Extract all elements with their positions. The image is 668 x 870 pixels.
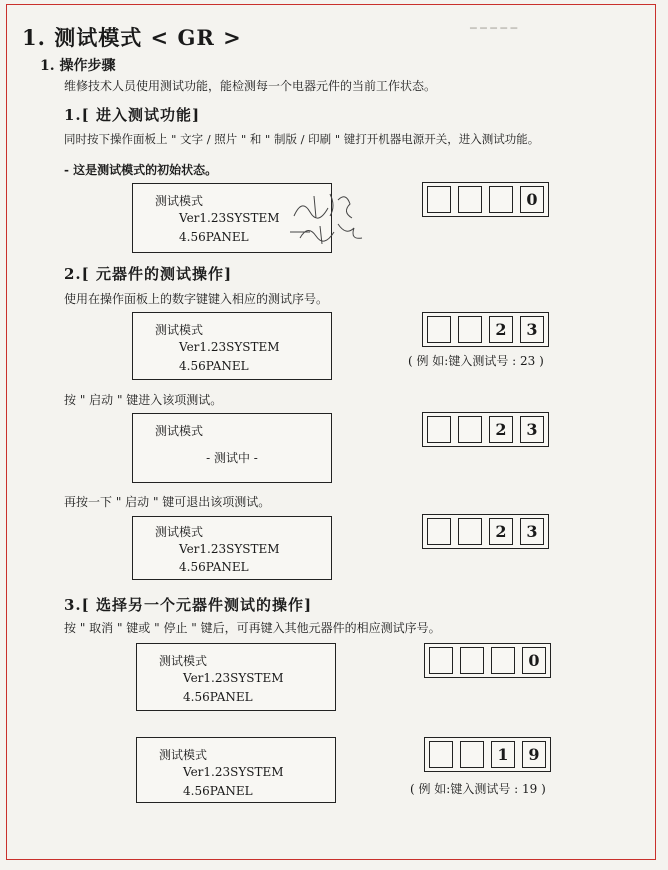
key-display-23-exit bbox=[422, 514, 549, 549]
step3-heading: 3.[ 选择另一个元器件测试的操作] bbox=[64, 596, 313, 614]
digit-1 bbox=[429, 647, 453, 674]
digit-4: 3 bbox=[520, 518, 544, 545]
lcd-mode: 测试模式 bbox=[155, 424, 204, 438]
section-heading-steps: 1. 操作步骤 bbox=[40, 58, 116, 74]
lcd-system: Ver1.23SYSTEM bbox=[183, 765, 284, 779]
lcd-testing: - 测试中 - bbox=[206, 451, 258, 465]
step1-text: 同时按下操作面板上 " 文字 / 照片 " 和 " 制版 / 印刷 " 键打开机器电源开关，进入测试功能。 bbox=[64, 132, 540, 146]
digit-4: 0 bbox=[520, 186, 544, 213]
lcd-system: Ver1.23SYSTEM bbox=[183, 671, 284, 685]
lcd-display-exit bbox=[132, 516, 332, 580]
step2-heading: 2.[ 元器件的测试操作] bbox=[64, 265, 233, 283]
lcd-panel: 4.56PANEL bbox=[179, 359, 249, 373]
bleed-through: ━ ━ ━ ━ ━ bbox=[470, 22, 518, 35]
handwritten-annotation bbox=[290, 188, 370, 248]
key-display-23 bbox=[422, 312, 549, 347]
digit-1 bbox=[427, 186, 451, 213]
intro-text: 维修技术人员使用测试功能，能检测每一个电器元件的当前工作状态。 bbox=[64, 79, 437, 93]
lcd-system: Ver1.23SYSTEM bbox=[179, 211, 280, 225]
press-again-text: 再按一下 " 启动 " 键可退出该项测试。 bbox=[64, 495, 271, 509]
page-title: 1. 测试模式 < GR > bbox=[22, 25, 242, 50]
lcd-system: Ver1.23SYSTEM bbox=[179, 340, 280, 354]
lcd-panel: 4.56PANEL bbox=[183, 690, 253, 704]
digit-3 bbox=[491, 647, 515, 674]
lcd-mode: 测试模式 bbox=[155, 323, 204, 337]
key-display-23-testing bbox=[422, 412, 549, 447]
key-display-reset bbox=[424, 643, 551, 678]
digit-2 bbox=[458, 518, 482, 545]
lcd-panel: 4.56PANEL bbox=[179, 560, 249, 574]
step2-text: 使用在操作面板上的数字键键入相应的测试序号。 bbox=[64, 292, 329, 306]
digit-2 bbox=[458, 186, 482, 213]
digit-4: 9 bbox=[522, 741, 546, 768]
example-note-23: ( 例 如:键入测试号 : 23 ) bbox=[408, 354, 544, 368]
digit-4: 3 bbox=[520, 316, 544, 343]
press-start-text: 按 " 启动 " 键进入该项测试。 bbox=[64, 393, 223, 407]
digit-3: 1 bbox=[491, 741, 515, 768]
digit-2 bbox=[458, 316, 482, 343]
lcd-display-reset bbox=[136, 643, 336, 711]
digit-1 bbox=[427, 518, 451, 545]
digit-4: 0 bbox=[522, 647, 546, 674]
lcd-mode: 测试模式 bbox=[155, 194, 204, 208]
lcd-panel: 4.56PANEL bbox=[183, 784, 253, 798]
digit-3 bbox=[489, 186, 513, 213]
digit-1 bbox=[429, 741, 453, 768]
lcd-display-entry bbox=[132, 312, 332, 380]
lcd-system: Ver1.23SYSTEM bbox=[179, 542, 280, 556]
step1-heading: 1.[ 进入测试功能] bbox=[64, 106, 201, 124]
lcd-mode: 测试模式 bbox=[159, 748, 208, 762]
lcd-display-new-entry bbox=[136, 737, 336, 803]
key-display-19 bbox=[424, 737, 551, 772]
step1-bullet: - 这是测试模式的初始状态。 bbox=[64, 163, 218, 177]
digit-1 bbox=[427, 316, 451, 343]
lcd-display-testing bbox=[132, 413, 332, 483]
digit-1 bbox=[427, 416, 451, 443]
lcd-panel: 4.56PANEL bbox=[179, 230, 249, 244]
digit-3: 2 bbox=[489, 316, 513, 343]
digit-2 bbox=[460, 647, 484, 674]
example-note-19: ( 例 如:键入测试号 : 19 ) bbox=[410, 782, 546, 796]
digit-4: 3 bbox=[520, 416, 544, 443]
digit-3: 2 bbox=[489, 416, 513, 443]
step3-text: 按 " 取消 " 键或 " 停止 " 键后，可再键入其他元器件的相应测试序号。 bbox=[64, 621, 441, 635]
lcd-mode: 测试模式 bbox=[155, 525, 204, 539]
digit-2 bbox=[458, 416, 482, 443]
digit-2 bbox=[460, 741, 484, 768]
digit-3: 2 bbox=[489, 518, 513, 545]
lcd-mode: 测试模式 bbox=[159, 654, 208, 668]
key-display-initial bbox=[422, 182, 549, 217]
